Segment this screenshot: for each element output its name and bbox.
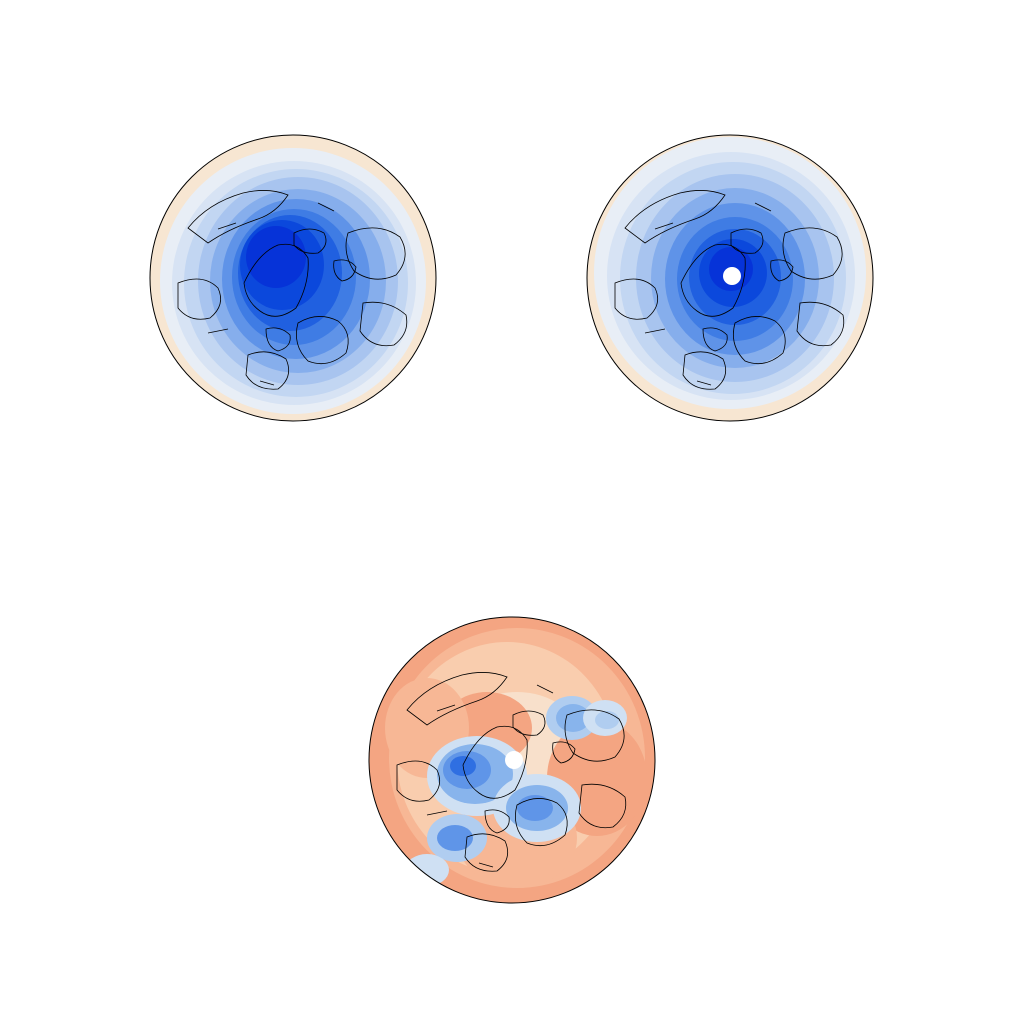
polar-map-obs (585, 133, 875, 428)
polar-map-model (148, 133, 438, 428)
polar-map-diff-svg (367, 608, 657, 908)
polar-map-diff (367, 608, 657, 908)
polar-map-model-svg (148, 133, 438, 428)
polar-map-obs-svg (585, 133, 875, 428)
